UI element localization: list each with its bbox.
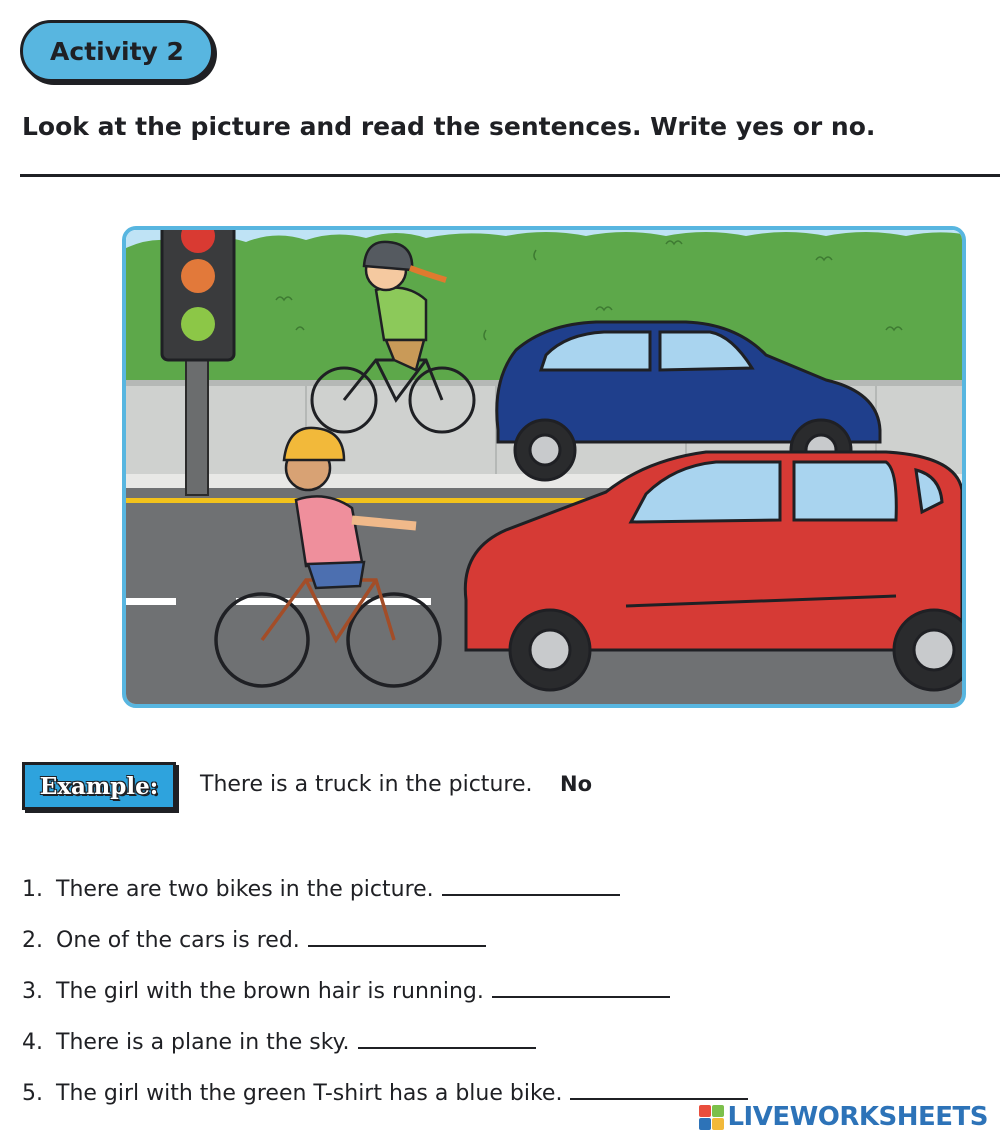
question-number: 1. <box>22 877 43 902</box>
question-text: There are two bikes in the picture. <box>56 877 434 902</box>
answer-blank-5[interactable] <box>570 1078 748 1100</box>
question-4 <box>22 1027 536 1055</box>
liveworksheets-logo <box>699 1102 988 1132</box>
question-number: 4. <box>22 1030 43 1055</box>
example-sentence: There is a truck in the picture. <box>200 772 533 797</box>
question-text: The girl with the green T-shirt has a blue bike. <box>56 1081 563 1106</box>
answer-blank-3[interactable] <box>492 976 670 998</box>
instruction-lead: Look at the picture and read the sentences. Write <box>22 112 736 141</box>
instruction-text <box>22 112 875 141</box>
answer-blank-2[interactable] <box>308 925 486 947</box>
question-text: The girl with the brown hair is running. <box>56 979 484 1004</box>
divider-line <box>20 174 1000 177</box>
instruction-no: no. <box>830 112 876 141</box>
example-answer: No <box>560 772 593 796</box>
street-scene-illustration <box>122 226 966 708</box>
question-text: One of the cars is red. <box>56 928 300 953</box>
question-text: There is a plane in the sky. <box>56 1030 350 1055</box>
activity-badge <box>20 20 214 82</box>
question-3 <box>22 976 670 1004</box>
answer-blank-4[interactable] <box>358 1027 536 1049</box>
logo-text: LIVEWORKSHEETS <box>727 1102 988 1132</box>
instruction-or: or <box>783 112 831 141</box>
question-2 <box>22 925 486 953</box>
activity-title: Activity 2 <box>50 36 184 66</box>
example-label-text: Example: <box>39 772 159 800</box>
question-number: 2. <box>22 928 43 953</box>
question-5 <box>22 1078 748 1106</box>
question-number: 3. <box>22 979 43 1004</box>
instruction-yes: yes <box>735 112 784 141</box>
answer-blank-1[interactable] <box>442 874 620 896</box>
logo-icon <box>699 1105 724 1130</box>
question-number: 5. <box>22 1081 43 1106</box>
example-label <box>22 762 176 810</box>
question-1 <box>22 874 620 902</box>
